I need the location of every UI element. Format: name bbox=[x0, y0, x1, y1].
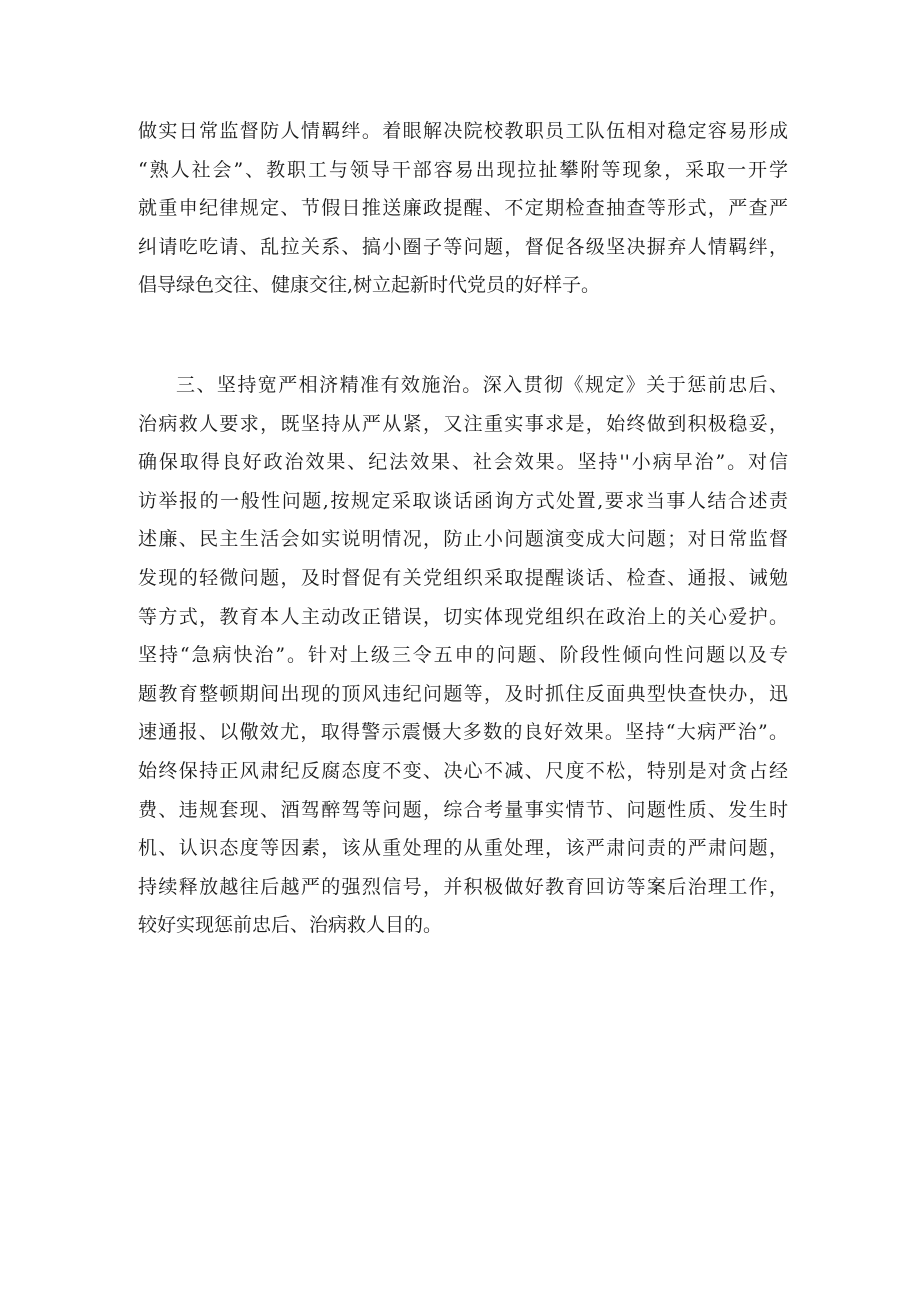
paragraph-line: 始终保持正风肃纪反腐态度不变、决心不减、尺度不松，特别是对贪占经 bbox=[138, 759, 788, 782]
paragraph-line: “熟人社会”、教职工与领导干部容易出现拉扯攀附等现象，采取一开学 bbox=[138, 158, 788, 181]
paragraph-line: 坚持“急病快治”。针对上级三令五申的问题、阶段性倾向性问题以及专 bbox=[138, 644, 788, 667]
paragraph-section-three bbox=[138, 366, 788, 945]
paragraph-line: 就重申纪律规定、节假日推送廉政提醒、不定期检查抽查等形式，严查严 bbox=[138, 197, 788, 220]
paragraph-line: 纠请吃吃请、乱拉关系、搞小圈子等问题，督促各级坚决摒弃人情羁绊， bbox=[138, 235, 788, 258]
paragraph-line: 发现的轻微问题，及时督促有关党组织采取提醒谈话、检查、通报、诫勉 bbox=[138, 566, 788, 589]
paragraph-line: 机、认识态度等因素，该从重处理的从重处理，该严肃问责的严肃问题， bbox=[138, 837, 788, 860]
paragraph-line: 等方式，教育本人主动改正错误，切实体现党组织在政治上的关心爱护。 bbox=[138, 605, 788, 628]
paragraph-line: 做实日常监督防人情羁绊。着眼解决院校教职员工队伍相对稳定容易形成 bbox=[138, 120, 788, 142]
paragraph-line: 题教育整顿期间出现的顶风违纪问题等，及时抓住反面典型快查快办，迅 bbox=[138, 682, 788, 705]
paragraph-line: 持续释放越往后越严的强烈信号，并积极做好教育回访等案后治理工作， bbox=[138, 875, 788, 898]
paragraph-line: 三、坚持宽严相济精准有效施治。深入贯彻《规定》关于惩前忠后、 bbox=[176, 374, 788, 396]
paragraph-supervision bbox=[138, 112, 788, 305]
paragraph-line: 述廉、民主生活会如实说明情况，防止小问题演变成大问题；对日常监督 bbox=[138, 528, 788, 551]
paragraph-line: 速通报、以儆效尤，取得警示震慑大多数的良好效果。坚持“大病严治”。 bbox=[138, 721, 788, 744]
paragraph-line: 确保取得良好政治效果、纪法效果、社会效果。坚持''小病早治”。对信 bbox=[138, 451, 788, 474]
paragraph-line: 费、违规套现、酒驾醉驾等问题，综合考量事实情节、问题性质、发生时 bbox=[138, 798, 788, 821]
paragraph-line: 治病救人要求，既坚持从严从紧，又注重实事求是，始终做到积极稳妥， bbox=[138, 412, 788, 435]
paragraph-line: 访举报的一般性问题,按规定采取谈话函询方式处置,要求当事人结合述责 bbox=[138, 489, 788, 512]
paragraph-line: 较好实现惩前忠后、治病救人目的。 bbox=[138, 914, 443, 937]
paragraph-line: 倡导绿色交往、健康交往,树立起新时代党员的好样子。 bbox=[138, 274, 601, 297]
